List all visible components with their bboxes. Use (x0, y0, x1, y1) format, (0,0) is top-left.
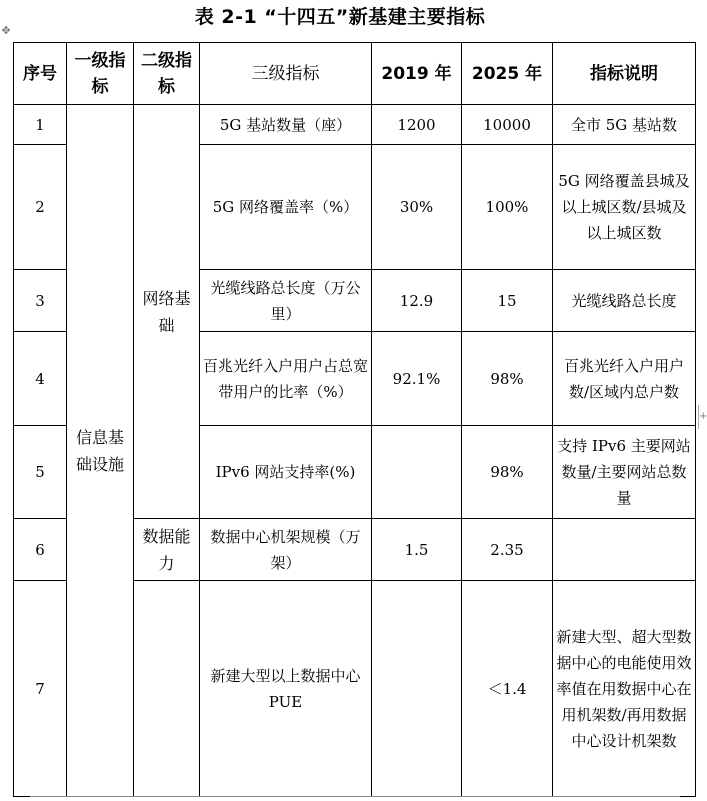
row-2019: 1.5 (372, 519, 462, 581)
row-2019 (372, 426, 462, 519)
row-desc: 百兆光纤入户用户数/区域内总户数 (553, 332, 696, 426)
row-2019: 92.1% (372, 332, 462, 426)
row-seq: 7 (14, 581, 67, 797)
header-desc: 指标说明 (553, 43, 696, 105)
row-indicator: 数据中心机架规模（万架） (200, 519, 372, 581)
level2-cell-data: 数据能力 (134, 519, 200, 581)
row-seq: 4 (14, 332, 67, 426)
indicator-table (13, 42, 696, 797)
row-desc: 光缆线路总长度 (553, 270, 696, 332)
row-2019: 1200 (372, 105, 462, 145)
row-desc: 支持 IPv6 主要网站数量/主要网站总数量 (553, 426, 696, 519)
row-2025: ＜1.4 (462, 581, 553, 797)
header-2025: 2025 年 (462, 43, 553, 105)
header-2019: 2019 年 (372, 43, 462, 105)
row-indicator: 5G 网络覆盖率（%） (200, 145, 372, 270)
table-caption: 表 2-1 “十四五”新基建主要指标 (194, 6, 486, 28)
row-indicator: IPv6 网站支持率(%) (200, 426, 372, 519)
row-2025: 2.35 (462, 519, 553, 581)
row-desc: 全市 5G 基站数 (553, 105, 696, 145)
table-row (14, 105, 696, 145)
row-desc: 5G 网络覆盖县城及以上城区数/县城及以上城区数 (553, 145, 696, 270)
header-level3: 三级指标 (200, 43, 372, 105)
row-2019: 12.9 (372, 270, 462, 332)
level2-cell-empty (134, 581, 200, 797)
header-level1: 一级指标 (67, 43, 134, 105)
row-2019: 30% (372, 145, 462, 270)
header-row (14, 43, 696, 105)
row-2025: 15 (462, 270, 553, 332)
header-seq: 序号 (14, 43, 67, 105)
row-2025: 98% (462, 426, 553, 519)
row-desc: 新建大型、超大型数据中心的电能使用效率值在用数据中心在用机架数/再用数据中心设计机架数 (553, 581, 696, 797)
row-indicator: 百兆光纤入户用户占总宽带用户的比率（%） (200, 332, 372, 426)
row-indicator: 光缆线路总长度（万公里） (200, 270, 372, 332)
page-bottom-edge (30, 796, 680, 801)
row-indicator: 新建大型以上数据中心 PUE (200, 581, 372, 797)
row-2025: 98% (462, 332, 553, 426)
level1-cell: 信息基础设施 (67, 105, 134, 797)
row-seq: 5 (14, 426, 67, 519)
resize-handle-icon[interactable]: + (698, 405, 707, 429)
level2-cell-network: 网络基础 (134, 105, 200, 519)
row-seq: 1 (14, 105, 67, 145)
row-indicator: 5G 基站数量（座） (200, 105, 372, 145)
row-seq: 6 (14, 519, 67, 581)
header-level2: 二级指标 (134, 43, 200, 105)
row-2025: 10000 (462, 105, 553, 145)
row-desc (553, 519, 696, 581)
row-2025: 100% (462, 145, 553, 270)
row-2019 (372, 581, 462, 797)
move-icon[interactable]: ✥ (1, 24, 11, 37)
row-seq: 3 (14, 270, 67, 332)
row-seq: 2 (14, 145, 67, 270)
